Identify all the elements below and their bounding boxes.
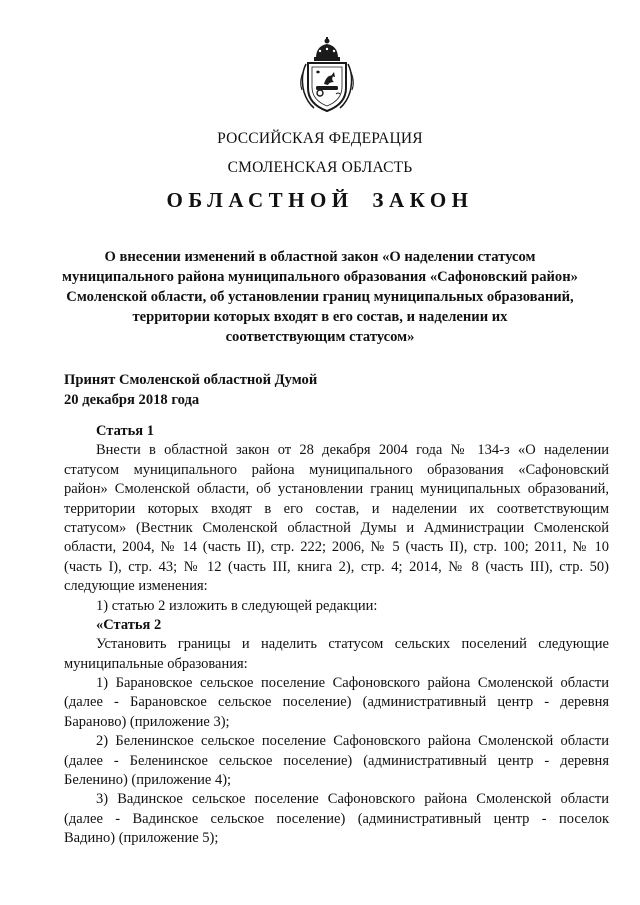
body-line: следующие изменения: (64, 578, 208, 595)
body-line: (далее - Барановское сельское поселение) (административный центр - деревня (64, 694, 609, 711)
country-heading: РОССИЙСКАЯ ФЕДЕРАЦИЯ (217, 130, 423, 147)
subject-line: территории которых входят в его состав, и наделении их (132, 309, 508, 325)
article-heading: Статья 1 (96, 423, 154, 439)
law-subject (50, 247, 590, 347)
article-heading: «Статья 2 (96, 616, 162, 633)
body-line: Установить границы и наделить статусом сельских поселений следующие (96, 636, 609, 653)
body-line: 2) Беленинское сельское поселение Сафоновского района Смоленской области (96, 733, 609, 750)
subject-line: муниципального района муниципального образования «Сафоновский район» (62, 269, 578, 285)
subject-line: соответствующим статусом» (225, 329, 415, 345)
body-line: (далее - Беленинское сельское поселение) (административный центр - деревня (64, 752, 609, 769)
body-line: (далее - Вадинское сельское поселение) (административный центр - поселок (64, 810, 609, 827)
region-heading: СМОЛЕНСКАЯ ОБЛАСТЬ (227, 159, 413, 176)
body-line: (часть I), стр. 43; № 12 (часть III, книга 2), стр. 4; 2014, № 8 (часть III), стр. 50) (64, 558, 609, 575)
subject-line: Смоленской области, об установлении границ муниципальных образований, (66, 289, 574, 305)
subject-line: О внесении изменений в областной закон «О наделении статусом (104, 249, 536, 265)
body-line: муниципальные образования: (64, 655, 248, 672)
body-line: территории которых входят в его состав, и наделении их соответствующим (64, 500, 609, 517)
body-line: Бараново) (приложение 3); (64, 713, 230, 730)
law-body (64, 422, 609, 849)
document-type-title: ОБЛАСТНОЙ ЗАКОН (166, 188, 474, 212)
body-line: 1) статью 2 изложить в следующей редакции: (96, 597, 378, 614)
body-line: Внести в областной закон от 28 декабря 2004 года № 134-з «О наделении (96, 442, 609, 459)
body-line: области, 2004, № 14 (часть II), стр. 222; 2006, № 5 (часть II), стр. 100; 2011, № 10 (64, 539, 609, 556)
body-line: 1) Барановское сельское поселение Сафоновского района Смоленской области (96, 675, 609, 692)
body-line: Вадино) (приложение 5); (64, 830, 219, 847)
body-line: статусом муниципального района муниципального образования «Сафоновский (64, 461, 609, 478)
adopted-date: 20 декабря 2018 года (64, 392, 200, 408)
adoption-note (64, 370, 317, 410)
adopted-by: Принят Смоленской областной Думой (64, 372, 318, 388)
smolensk-coat-of-arms-icon (298, 36, 356, 116)
body-line: Беленино) (приложение 4); (64, 772, 232, 789)
body-line: 3) Вадинское сельское поселение Сафоновского района Смоленской области (96, 791, 609, 808)
body-line: статусом» (Вестник Смоленской областной Думы и Администрации Смоленской (64, 519, 609, 536)
body-line: район» Смоленской области, об установлении границ муниципальных образований, (64, 481, 609, 498)
